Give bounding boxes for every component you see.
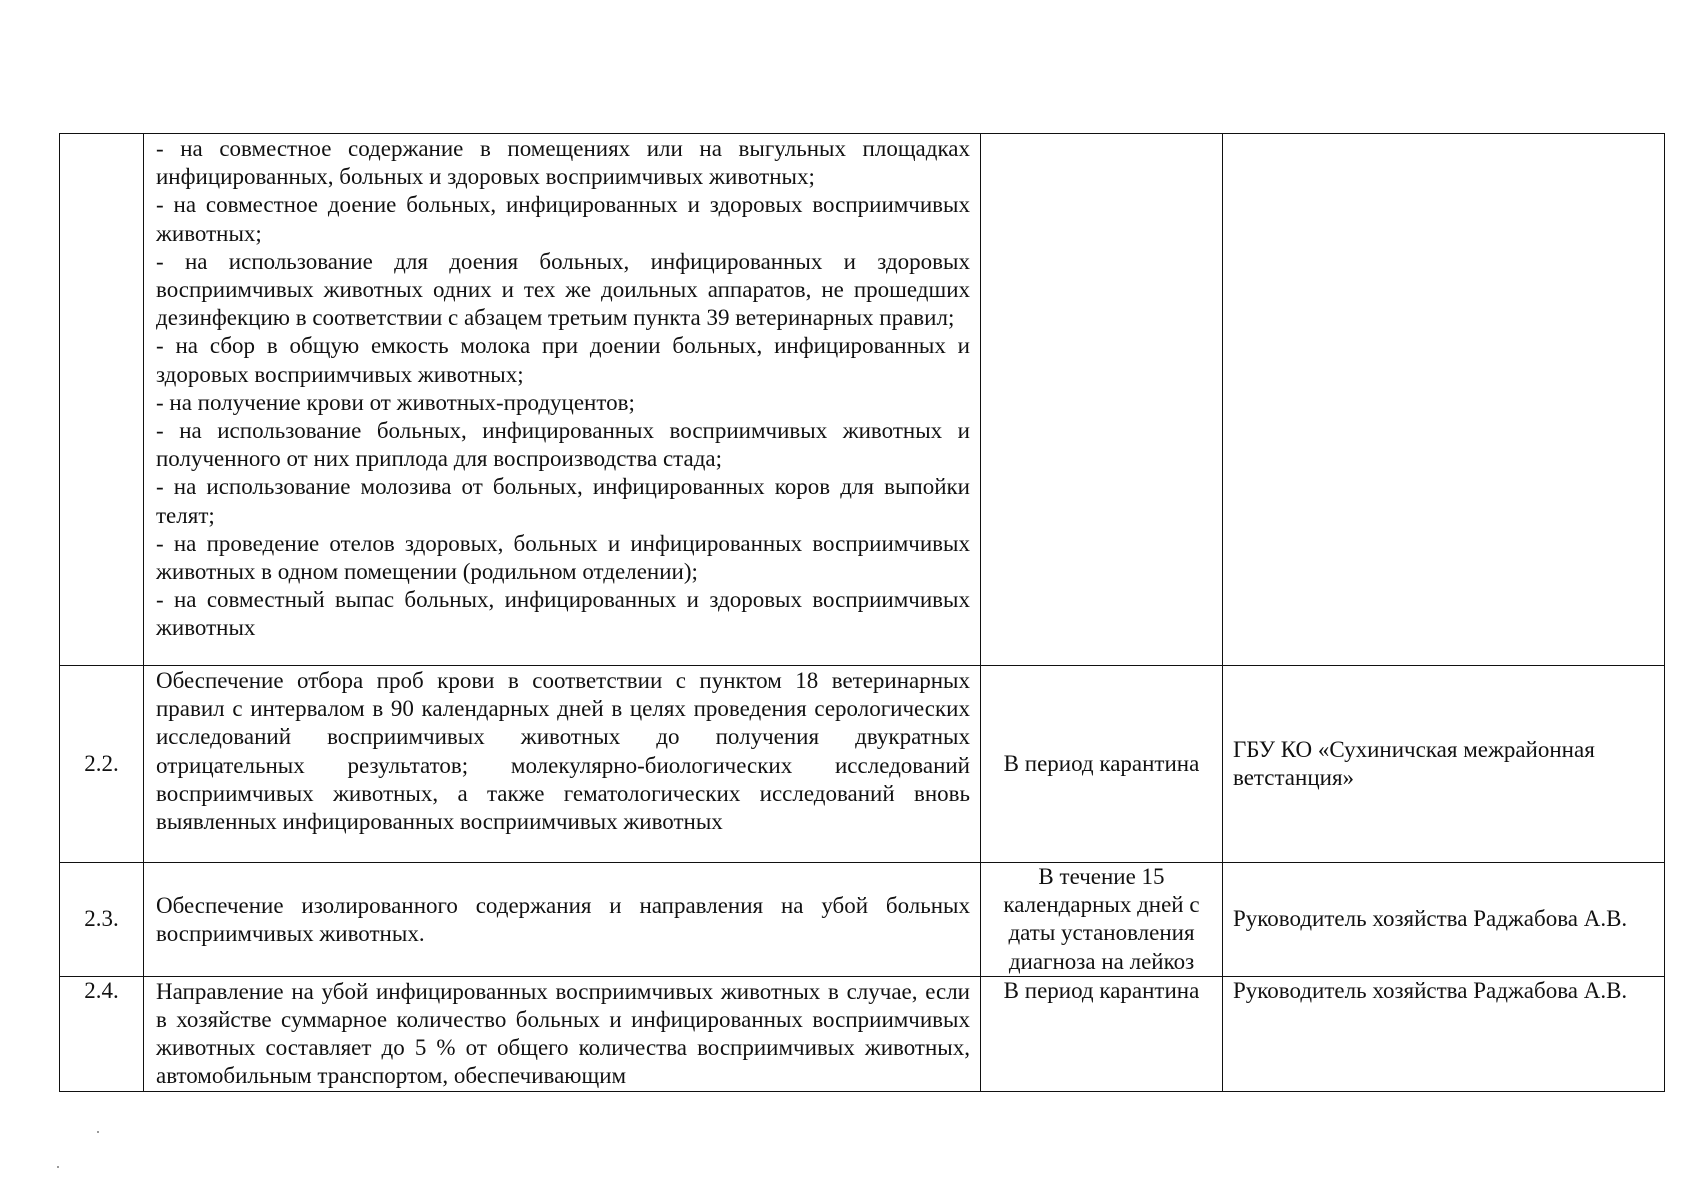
prohibition-item: - на сбор в общую емкость молока при доении больных, инфицированных и здоровых восприимчивых животных; (156, 333, 970, 387)
measure-text-cell: Обеспечение отбора проб крови в соответствии с пунктом 18 ветеринарных правил с интервалом в 90 календарных дней в целях проведения серологических исследований восприимчивых животных до получения двукратных отрицательных результатов; молекулярно-биологических исследований восприимчивых животных, а также гематологических исследований вновь выявленных инфицированных восприимчивых животных (144, 666, 981, 863)
measure-text-cell: Направление на убой инфицированных восприимчивых животных в случае, если в хозяйстве суммарное количество больных и инфицированных восприимчивых животных составляет до 5 % от общего количества восприимчивых животных, автомобильным транспортом, обеспечивающим (144, 976, 981, 1091)
prohibition-item: - на совместное содержание в помещениях или на выгульных площадках инфицированных, больных и здоровых восприимчивых животных; (156, 136, 970, 190)
table-row (60, 666, 1665, 863)
prohibition-item: - на использование больных, инфицированных восприимчивых животных и полученного от них приплода для воспроизводства стада; (156, 418, 970, 472)
scan-speck (97, 1131, 99, 1133)
responsible-cell: Руководитель хозяйства Раджабова А.В. (1223, 863, 1665, 977)
responsible-cell: ГБУ КО «Сухиничская межрайонная ветстанция» (1223, 666, 1665, 863)
table-row (60, 134, 1665, 666)
term-cell (981, 134, 1223, 666)
prohibition-item: - на совместный выпас больных, инфицированных и здоровых восприимчивых животных (156, 587, 970, 641)
term-cell: В течение 15 календарных дней с даты установления диагноза на лейкоз (981, 863, 1223, 977)
table-row (60, 863, 1665, 977)
prohibition-item: - на совместное доение больных, инфицированных и здоровых восприимчивых животных; (156, 192, 970, 246)
term-cell: В период карантина (981, 976, 1223, 1091)
measure-text-cell (144, 134, 981, 666)
scan-speck (57, 1166, 59, 1168)
row-number-cell: 2.4. (60, 976, 144, 1091)
table-row (60, 976, 1665, 1091)
prohibition-item: - на проведение отелов здоровых, больных и инфицированных восприимчивых животных в одном помещении (родильном отделении); (156, 530, 970, 585)
measure-text-cell: Обеспечение изолированного содержания и направления на убой больных восприимчивых животных. (144, 863, 981, 977)
row-number-cell: 2.3. (60, 863, 144, 977)
prohibition-item: - на использование молозива от больных, инфицированных коров для выпойки телят; (156, 474, 970, 528)
responsible-cell (1223, 134, 1665, 666)
responsible-cell: Руководитель хозяйства Раджабова А.В. (1223, 976, 1665, 1091)
prohibition-item: - на получение крови от животных-продуцентов; (156, 389, 635, 415)
prohibition-item: - на использование для доения больных, инфицированных и здоровых восприимчивых животных одних и тех же доильных аппаратов, не прошедших дезинфекцию в соответствии с абзацем третьим пункта 39 ветеринарных правил; (156, 248, 970, 331)
term-cell: В период карантина (981, 666, 1223, 863)
row-number-cell (60, 134, 144, 666)
row-number-cell: 2.2. (60, 666, 144, 863)
measures-table (59, 133, 1665, 1092)
